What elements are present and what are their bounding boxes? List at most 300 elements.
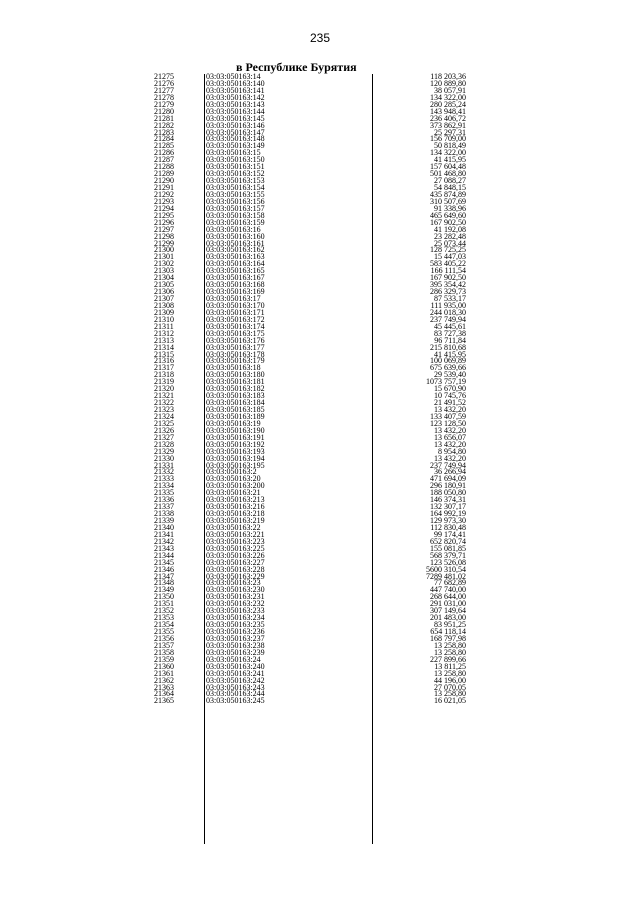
cadastral-number: 03:03:050163:193 [206, 446, 265, 456]
table-row [148, 300, 468, 310]
cadastral-value: 91 338,96 [434, 203, 466, 213]
table-row [148, 580, 468, 587]
cadastral-number: 03:03:050163:154 [206, 183, 265, 192]
cadastral-value: 568 379,71 [430, 550, 466, 560]
row-number: 21332 [154, 467, 174, 477]
table-row [148, 446, 468, 456]
row-number: 21281 [154, 113, 174, 123]
cadastral-number: 03:03:050163:183 [206, 391, 265, 401]
cadastral-number: 03:03:050163:17 [206, 294, 261, 303]
table-row [148, 261, 468, 268]
row-number: 21317 [154, 363, 174, 373]
cadastral-number: 03:03:050163:232 [206, 599, 265, 609]
cadastral-value: 146 374,31 [430, 495, 466, 505]
row-number: 21365 [154, 696, 174, 706]
row-number: 21364 [154, 689, 174, 699]
row-number: 21327 [154, 432, 174, 442]
section-heading: в Республике Бурятия [236, 60, 357, 74]
row-number: 21304 [154, 273, 174, 283]
row-number: 21356 [154, 633, 174, 643]
table-row [148, 522, 468, 532]
row-number: 21311 [154, 321, 174, 331]
table-row [148, 400, 468, 407]
row-number: 21346 [154, 564, 174, 574]
cadastral-value: 8 954,80 [438, 446, 466, 456]
cadastral-number: 03:03:050163:192 [206, 439, 265, 449]
table-row [148, 92, 468, 102]
cadastral-value: 96 711,84 [434, 335, 466, 345]
cadastral-number: 03:03:050163:177 [206, 342, 265, 352]
cadastral-value: 155 081,85 [430, 543, 466, 553]
cadastral-number: 03:03:050163:176 [206, 335, 265, 345]
cadastral-value: 307 149,64 [430, 606, 466, 616]
cadastral-value: 7289 481,02 [426, 571, 466, 581]
cadastral-number: 03:03:050163:243 [206, 682, 265, 692]
row-number: 21360 [154, 661, 174, 671]
row-number: 21279 [154, 99, 174, 109]
cadastral-number: 03:03:050163:182 [206, 384, 265, 394]
cadastral-value: 100 069,89 [430, 356, 466, 366]
cadastral-value: 27 070,05 [434, 682, 466, 692]
cadastral-value: 16 021,05 [434, 696, 466, 706]
cadastral-number: 03:03:050163:165 [206, 266, 265, 276]
row-number: 21335 [154, 488, 174, 498]
cadastral-number: 03:03:050163:164 [206, 259, 265, 269]
cadastral-value: 675 639,66 [430, 363, 466, 373]
row-number: 21349 [154, 585, 174, 595]
cadastral-number: 03:03:050163:162 [206, 245, 265, 255]
cadastral-value: 41 192,08 [434, 224, 466, 234]
cadastral-value: 134 322,00 [430, 148, 466, 158]
cadastral-value: 129 973,30 [430, 516, 466, 525]
row-number: 21333 [154, 474, 174, 484]
cadastral-number: 03:03:050163:235 [206, 620, 265, 630]
row-number: 21343 [154, 543, 174, 553]
row-number: 21299 [154, 238, 174, 248]
row-number: 21345 [154, 557, 174, 567]
row-number: 21310 [154, 314, 174, 324]
cadastral-value: 25 073,44 [434, 238, 466, 248]
cadastral-value: 227 899,66 [430, 654, 466, 664]
row-number: 21289 [154, 169, 174, 179]
cadastral-number: 03:03:050163:152 [206, 169, 265, 179]
cadastral-number: 03:03:050163:180 [206, 370, 265, 380]
cadastral-value: 201 483,00 [430, 613, 466, 623]
row-number: 21284 [154, 134, 174, 144]
cadastral-table [148, 74, 468, 844]
table-row [148, 379, 468, 386]
table-row [148, 203, 468, 213]
cadastral-number: 03:03:050163:149 [206, 141, 265, 151]
row-number: 21297 [154, 224, 174, 234]
cadastral-number: 03:03:050163:147 [206, 127, 265, 137]
table-row [148, 640, 468, 650]
cadastral-number: 03:03:050163:240 [206, 661, 265, 671]
table-row [148, 307, 468, 317]
table-row [148, 615, 468, 622]
row-number: 21314 [154, 342, 174, 352]
row-number: 21293 [154, 196, 174, 206]
table-row [148, 393, 468, 400]
cadastral-value: 395 354,42 [430, 280, 466, 290]
cadastral-number: 03:03:050163:238 [206, 640, 265, 650]
table-row [148, 296, 468, 303]
row-number: 21350 [154, 592, 174, 602]
table-row [148, 143, 468, 150]
table-row [148, 529, 468, 539]
row-number: 21323 [154, 405, 174, 414]
cadastral-number: 03:03:050163:229 [206, 571, 265, 581]
cadastral-value: 435 874,89 [430, 189, 466, 199]
cadastral-value: 120 889,80 [430, 78, 466, 88]
cadastral-number: 03:03:050163:144 [206, 106, 265, 116]
table-row [148, 120, 468, 130]
cadastral-number: 03:03:050163:23 [206, 578, 261, 588]
cadastral-value: 236 406,72 [430, 113, 466, 123]
cadastral-value: 244 018,30 [430, 307, 466, 317]
row-number: 21339 [154, 516, 174, 525]
cadastral-value: 447 740,00 [430, 585, 466, 595]
row-number: 21291 [154, 183, 174, 192]
table-row [148, 99, 468, 109]
cadastral-number: 03:03:050163:234 [206, 613, 265, 623]
cadastral-value: 164 992,19 [430, 509, 466, 519]
cadastral-value: 83 727,38 [434, 328, 466, 338]
cadastral-number: 03:03:050163:167 [206, 273, 265, 283]
cadastral-number: 03:03:050163:242 [206, 675, 265, 685]
cadastral-value: 21 491,52 [434, 398, 466, 408]
row-number: 21282 [154, 120, 174, 130]
cadastral-number: 03:03:050163:236 [206, 627, 265, 636]
table-row [148, 564, 468, 574]
cadastral-value: 143 948,41 [430, 106, 466, 116]
table-row [148, 675, 468, 685]
cadastral-number: 03:03:050163:159 [206, 217, 265, 227]
row-number: 21280 [154, 106, 174, 116]
cadastral-value: 237 749,94 [430, 460, 466, 470]
cadastral-number: 03:03:050163:195 [206, 460, 265, 470]
row-number: 21330 [154, 453, 174, 463]
cadastral-value: 134 322,00 [430, 92, 466, 102]
cadastral-value: 132 307,17 [430, 502, 466, 512]
cadastral-number: 03:03:050163:150 [206, 155, 265, 165]
cadastral-number: 03:03:050163:157 [206, 203, 265, 213]
table-row [148, 127, 468, 137]
cadastral-value: 87 533,17 [434, 294, 466, 303]
cadastral-value: 268 644,00 [430, 592, 466, 602]
row-number: 21296 [154, 217, 174, 227]
cadastral-value: 38 057,91 [434, 85, 466, 95]
row-number: 21337 [154, 502, 174, 512]
table-row [148, 469, 468, 476]
table-row [148, 178, 468, 185]
cadastral-number: 03:03:050163:170 [206, 300, 265, 310]
table-row [148, 550, 468, 560]
cadastral-value: 44 196,00 [434, 675, 466, 685]
table-row [148, 661, 468, 671]
cadastral-value: 501 468,80 [430, 169, 466, 179]
table-row [148, 238, 468, 248]
row-number: 21288 [154, 162, 174, 172]
row-number: 21344 [154, 550, 174, 560]
table-row [148, 418, 468, 428]
cadastral-number: 03:03:050163:218 [206, 509, 265, 519]
table-row [148, 432, 468, 442]
cadastral-number: 03:03:050163:225 [206, 543, 265, 553]
row-number: 21352 [154, 606, 174, 616]
row-number: 21361 [154, 668, 174, 678]
cadastral-number: 03:03:050163:244 [206, 689, 265, 699]
cadastral-number: 03:03:050163:237 [206, 633, 265, 643]
cadastral-number: 03:03:050163:169 [206, 287, 265, 297]
cadastral-number: 03:03:050163:213 [206, 495, 265, 505]
cadastral-value: 45 445,61 [434, 321, 466, 331]
table-row [148, 210, 468, 220]
cadastral-value: 167 902,50 [430, 273, 466, 283]
row-number: 21309 [154, 307, 174, 317]
row-number: 21283 [154, 127, 174, 137]
table-row [148, 365, 468, 372]
cadastral-value: 41 415,95 [434, 155, 466, 165]
cadastral-value: 133 407,59 [430, 411, 466, 421]
row-number: 21334 [154, 481, 174, 491]
row-number: 21324 [154, 411, 174, 421]
cadastral-number: 03:03:050163:142 [206, 92, 265, 102]
row-number: 21341 [154, 529, 174, 539]
cadastral-value: 465 649,60 [430, 210, 466, 220]
table-row [148, 601, 468, 608]
cadastral-value: 83 951,25 [434, 620, 466, 630]
table-row [148, 275, 468, 282]
row-number: 21347 [154, 571, 174, 581]
cadastral-number: 03:03:050163:171 [206, 307, 265, 317]
cadastral-number: 03:03:050163:24 [206, 654, 261, 664]
row-number: 21300 [154, 245, 174, 255]
cadastral-value: 237 749,94 [430, 314, 466, 324]
table-row [148, 511, 468, 518]
row-number: 21336 [154, 495, 174, 505]
cadastral-number: 03:03:050163:221 [206, 529, 265, 539]
cadastral-number: 03:03:050163:191 [206, 432, 265, 442]
table-row [148, 571, 468, 581]
table-row [148, 622, 468, 629]
row-number: 21338 [154, 509, 174, 519]
row-number: 21301 [154, 252, 174, 262]
cadastral-value: 13 432,20 [434, 439, 466, 449]
table-row [148, 185, 468, 192]
cadastral-value: 13 811,25 [434, 661, 466, 671]
cadastral-value: 27 088,27 [434, 176, 466, 186]
row-number: 21340 [154, 522, 174, 532]
table-row [148, 460, 468, 470]
row-number: 21275 [154, 72, 174, 81]
row-number: 21351 [154, 599, 174, 609]
row-number: 21359 [154, 654, 174, 664]
cadastral-value: 310 507,69 [430, 196, 466, 206]
table-row [148, 106, 468, 116]
table-row [148, 372, 468, 379]
row-number: 21315 [154, 349, 174, 359]
cadastral-number: 03:03:050163:172 [206, 314, 265, 324]
cadastral-number: 03:03:050163:233 [206, 606, 265, 616]
cadastral-value: 50 818,49 [434, 141, 466, 151]
row-number: 21308 [154, 300, 174, 310]
cadastral-number: 03:03:050163:145 [206, 113, 265, 123]
row-number: 21331 [154, 460, 174, 470]
cadastral-value: 111 935,00 [430, 300, 466, 310]
table-row [148, 358, 468, 365]
row-number: 21298 [154, 231, 174, 241]
table-row [148, 321, 468, 331]
table-row [148, 536, 468, 546]
cadastral-value: 296 180,91 [430, 481, 466, 491]
cadastral-value: 25 297,31 [434, 127, 466, 137]
row-number: 21325 [154, 418, 174, 428]
cadastral-number: 03:03:050163:189 [206, 411, 265, 421]
table-row [148, 189, 468, 199]
cadastral-value: 13 432,20 [434, 405, 466, 414]
table-row [148, 633, 468, 643]
cadastral-value: 13 432,20 [434, 425, 466, 435]
cadastral-number: 03:03:050163:184 [206, 398, 265, 408]
table-row [148, 282, 468, 289]
row-number: 21320 [154, 384, 174, 394]
cadastral-number: 03:03:050163:19 [206, 418, 261, 428]
table-row [148, 74, 468, 81]
row-number: 21362 [154, 675, 174, 685]
cadastral-number: 03:03:050163:16 [206, 224, 261, 234]
cadastral-value: 54 848,15 [434, 183, 466, 192]
table-row [148, 594, 468, 601]
cadastral-value: 157 604,48 [430, 162, 466, 172]
cadastral-value: 286 329,73 [430, 287, 466, 297]
cadastral-value: 10 745,76 [434, 391, 466, 401]
cadastral-value: 156 709,00 [430, 134, 466, 144]
cadastral-value: 1073 757,19 [426, 377, 466, 387]
cadastral-value: 29 539,40 [434, 370, 466, 380]
cadastral-number: 03:03:050163:148 [206, 134, 265, 144]
table-row [148, 490, 468, 497]
cadastral-number: 03:03:050163:230 [206, 585, 265, 595]
row-number: 21307 [154, 294, 174, 303]
row-number: 21294 [154, 203, 174, 213]
row-number: 21329 [154, 446, 174, 456]
table-row [148, 328, 468, 338]
cadastral-value: 36 266,94 [434, 467, 466, 477]
row-number: 21277 [154, 85, 174, 95]
cadastral-number: 03:03:050163:22 [206, 522, 261, 532]
cadastral-number: 03:03:050163:179 [206, 356, 265, 366]
cadastral-number: 03:03:050163:21 [206, 488, 261, 498]
cadastral-value: 5600 310,54 [426, 564, 466, 574]
cadastral-value: 123 128,50 [430, 418, 466, 428]
row-number: 21278 [154, 92, 174, 102]
row-number: 21306 [154, 287, 174, 297]
cadastral-value: 13 432,20 [434, 453, 466, 463]
cadastral-number: 03:03:050163:15 [206, 148, 261, 158]
row-number: 21305 [154, 280, 174, 290]
table-row [148, 407, 468, 414]
table-row [148, 231, 468, 241]
row-number: 21295 [154, 210, 174, 220]
table-row [148, 483, 468, 490]
cadastral-number: 03:03:050163:161 [206, 238, 265, 248]
cadastral-number: 03:03:050163:241 [206, 668, 265, 678]
row-number: 21303 [154, 266, 174, 276]
cadastral-number: 03:03:050163:175 [206, 328, 265, 338]
cadastral-value: 23 282,48 [434, 231, 466, 241]
table-row [148, 224, 468, 234]
table-row [148, 518, 468, 525]
table-row [148, 629, 468, 636]
table-row [148, 698, 468, 705]
table-row [148, 682, 468, 692]
table-row [148, 254, 468, 261]
cadastral-number: 03:03:050163:181 [206, 377, 265, 387]
row-number: 21354 [154, 620, 174, 630]
cadastral-value: 118 203,36 [430, 72, 466, 81]
cadastral-value: 13 258,80 [434, 647, 466, 657]
row-number: 21313 [154, 335, 174, 345]
table-row [148, 171, 468, 178]
row-number: 21328 [154, 439, 174, 449]
cadastral-number: 03:03:050163:141 [206, 85, 265, 95]
cadastral-value: 15 670,90 [434, 384, 466, 394]
cadastral-value: 188 050,80 [430, 488, 466, 498]
cadastral-number: 03:03:050163:223 [206, 536, 265, 546]
row-number: 21319 [154, 377, 174, 387]
cadastral-number: 03:03:050163:227 [206, 557, 265, 567]
table-row [148, 247, 468, 254]
cadastral-number: 03:03:050163:143 [206, 99, 265, 109]
cadastral-number: 03:03:050163:239 [206, 647, 265, 657]
table-row [148, 349, 468, 359]
cadastral-number: 03:03:050163:163 [206, 252, 265, 262]
cadastral-number: 03:03:050163:146 [206, 120, 265, 130]
table-row [148, 164, 468, 171]
cadastral-value: 128 725,25 [430, 245, 466, 255]
cadastral-number: 03:03:050163:155 [206, 189, 265, 199]
row-number: 21287 [154, 155, 174, 165]
row-number: 21302 [154, 259, 174, 269]
table-row [148, 78, 468, 88]
cadastral-value: 77 682,89 [434, 578, 466, 588]
cadastral-value: 652 820,74 [430, 536, 466, 546]
cadastral-number: 03:03:050163:174 [206, 321, 265, 331]
cadastral-value: 15 447,03 [434, 252, 466, 262]
cadastral-value: 471 694,09 [430, 474, 466, 484]
cadastral-number: 03:03:050163:200 [206, 481, 265, 491]
cadastral-number: 03:03:050163:226 [206, 550, 265, 560]
cadastral-number: 03:03:050163:160 [206, 231, 265, 241]
cadastral-value: 112 830,48 [430, 522, 466, 532]
table-row [148, 608, 468, 615]
table-row [148, 476, 468, 483]
cadastral-number: 03:03:050163:216 [206, 502, 265, 512]
cadastral-number: 03:03:050163:190 [206, 425, 265, 435]
cadastral-value: 215 810,68 [430, 342, 466, 352]
cadastral-number: 03:03:050163:178 [206, 349, 265, 359]
cadastral-number: 03:03:050163:156 [206, 196, 265, 206]
table-row [148, 157, 468, 164]
page-number: 235 [309, 31, 331, 45]
cadastral-number: 03:03:050163:140 [206, 78, 265, 88]
row-number: 21321 [154, 391, 174, 401]
cadastral-number: 03:03:050163:2 [206, 467, 257, 477]
cadastral-number: 03:03:050163:194 [206, 453, 265, 463]
cadastral-value: 123 526,08 [430, 557, 466, 567]
row-number: 21292 [154, 189, 174, 199]
